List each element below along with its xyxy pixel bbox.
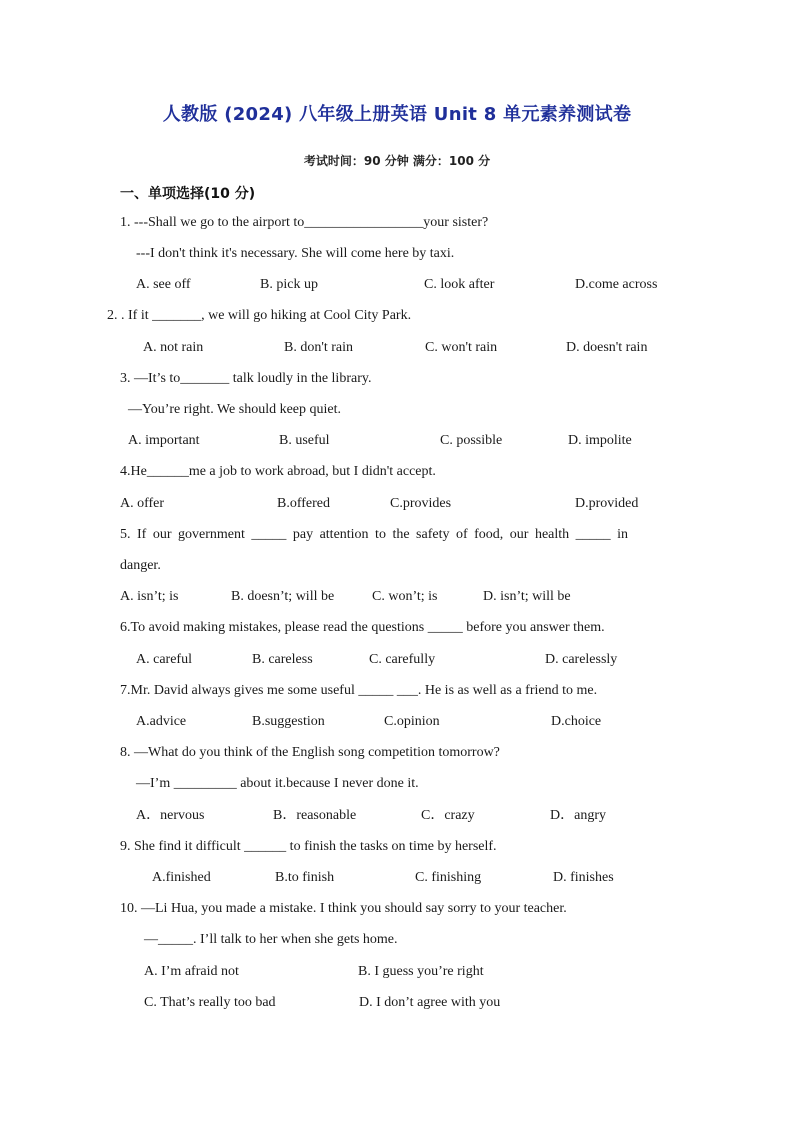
question-6-option-b[interactable]: B. careless — [252, 652, 313, 667]
question-10-option-d[interactable]: D. I don’t agree with you — [359, 995, 501, 1010]
question-10-option-b[interactable]: B. I guess you’re right — [358, 964, 484, 979]
exam-meta: 考试时间：90 分钟 满分：100 分 — [303, 154, 491, 168]
question-10-option-c[interactable]: C. That’s really too bad — [144, 995, 276, 1010]
question-8-option-a[interactable]: A．nervous — [136, 808, 205, 823]
question-8-option-b[interactable]: B．reasonable — [273, 808, 357, 823]
question-7-option-c[interactable]: C.opinion — [384, 714, 440, 729]
question-6-stem: 6.To avoid making mistakes, please read the questions _____ before you answer them. — [120, 620, 605, 635]
question-6-option-c[interactable]: C. carefully — [369, 652, 436, 667]
question-6-option-d[interactable]: D. carelessly — [545, 652, 618, 667]
question-4-option-d[interactable]: D.provided — [575, 496, 639, 511]
question-3-option-d[interactable]: D. impolite — [568, 433, 632, 448]
question-8-stem: 8. —What do you think of the English song competition tomorrow? — [120, 745, 500, 760]
section-heading: 一、单项选择(10 分) — [120, 186, 256, 202]
question-4-stem: 4.He______me a job to work abroad, but I didn't accept. — [120, 464, 436, 479]
question-1-option-a[interactable]: A. see off — [136, 277, 191, 292]
question-4-option-a[interactable]: A. offer — [120, 496, 165, 511]
question-6-option-a[interactable]: A. careful — [136, 652, 192, 667]
question-8-response: —I’m _________ about it.because I never done it. — [136, 776, 419, 791]
question-1-option-b[interactable]: B. pick up — [260, 277, 318, 292]
question-7-stem: 7.Mr. David always gives me some useful _____ ___. He is as well as a friend to me. — [120, 683, 598, 698]
question-5-option-b[interactable]: B. doesn’t; will be — [231, 589, 335, 604]
question-5-stem: 5. If our government _____ pay attention to the safety of food, our health _____ in — [120, 527, 629, 542]
question-9-stem: 9. She find it difficult ______ to finish the tasks on time by herself. — [120, 839, 497, 854]
question-5-option-c[interactable]: C. won’t; is — [372, 589, 438, 604]
question-4-option-b[interactable]: B.offered — [277, 496, 330, 511]
question-7-option-d[interactable]: D.choice — [551, 714, 602, 729]
question-9-option-a[interactable]: A.finished — [152, 870, 211, 885]
question-9-option-c[interactable]: C. finishing — [415, 870, 482, 885]
question-2-option-b[interactable]: B. don't rain — [284, 340, 354, 355]
question-8-option-d[interactable]: D．angry — [550, 808, 606, 823]
question-2-stem: 2. . If it _______, we will go hiking at Cool City Park. — [107, 308, 412, 323]
question-10-stem: 10. —Li Hua, you made a mistake. I think you should say sorry to your teacher. — [120, 901, 567, 916]
question-2-option-a[interactable]: A. not rain — [143, 340, 204, 355]
question-5-option-d[interactable]: D. isn’t; will be — [483, 589, 571, 604]
question-3-option-c[interactable]: C. possible — [440, 433, 503, 448]
exam-title: 人教版 (2024) 八年级上册英语 Unit 8 单元素养测试卷 — [162, 104, 632, 125]
question-9-option-d[interactable]: D. finishes — [553, 870, 614, 885]
question-7-option-b[interactable]: B.suggestion — [252, 714, 325, 729]
question-1-option-d[interactable]: D.come across — [575, 277, 658, 292]
question-2-option-c[interactable]: C. won't rain — [425, 340, 498, 355]
question-2-option-d[interactable]: D. doesn't rain — [566, 340, 648, 355]
question-10-option-a[interactable]: A. I’m afraid not — [144, 964, 239, 979]
question-1-stem: 1. ---Shall we go to the airport to_________________your sister? — [120, 215, 489, 230]
question-7-option-a[interactable]: A.advice — [136, 714, 187, 729]
question-9-option-b[interactable]: B.to finish — [275, 870, 335, 885]
question-4-option-c[interactable]: C.provides — [390, 496, 452, 511]
question-3-stem: 3. —It’s to_______ talk loudly in the library. — [120, 371, 372, 386]
question-1-option-c[interactable]: C. look after — [424, 277, 495, 292]
question-5-stem-continued: danger. — [120, 558, 161, 573]
question-10-response: —_____. I’ll talk to her when she gets home. — [144, 932, 398, 947]
question-8-option-c[interactable]: C．crazy — [421, 808, 475, 823]
question-3-option-a[interactable]: A. important — [128, 433, 200, 448]
question-1-response: ---I don't think it's necessary. She will come here by taxi. — [136, 246, 455, 261]
question-5-option-a[interactable]: A. isn’t; is — [120, 589, 179, 604]
question-3-response: —You’re right. We should keep quiet. — [128, 402, 342, 417]
question-3-option-b[interactable]: B. useful — [279, 433, 330, 448]
